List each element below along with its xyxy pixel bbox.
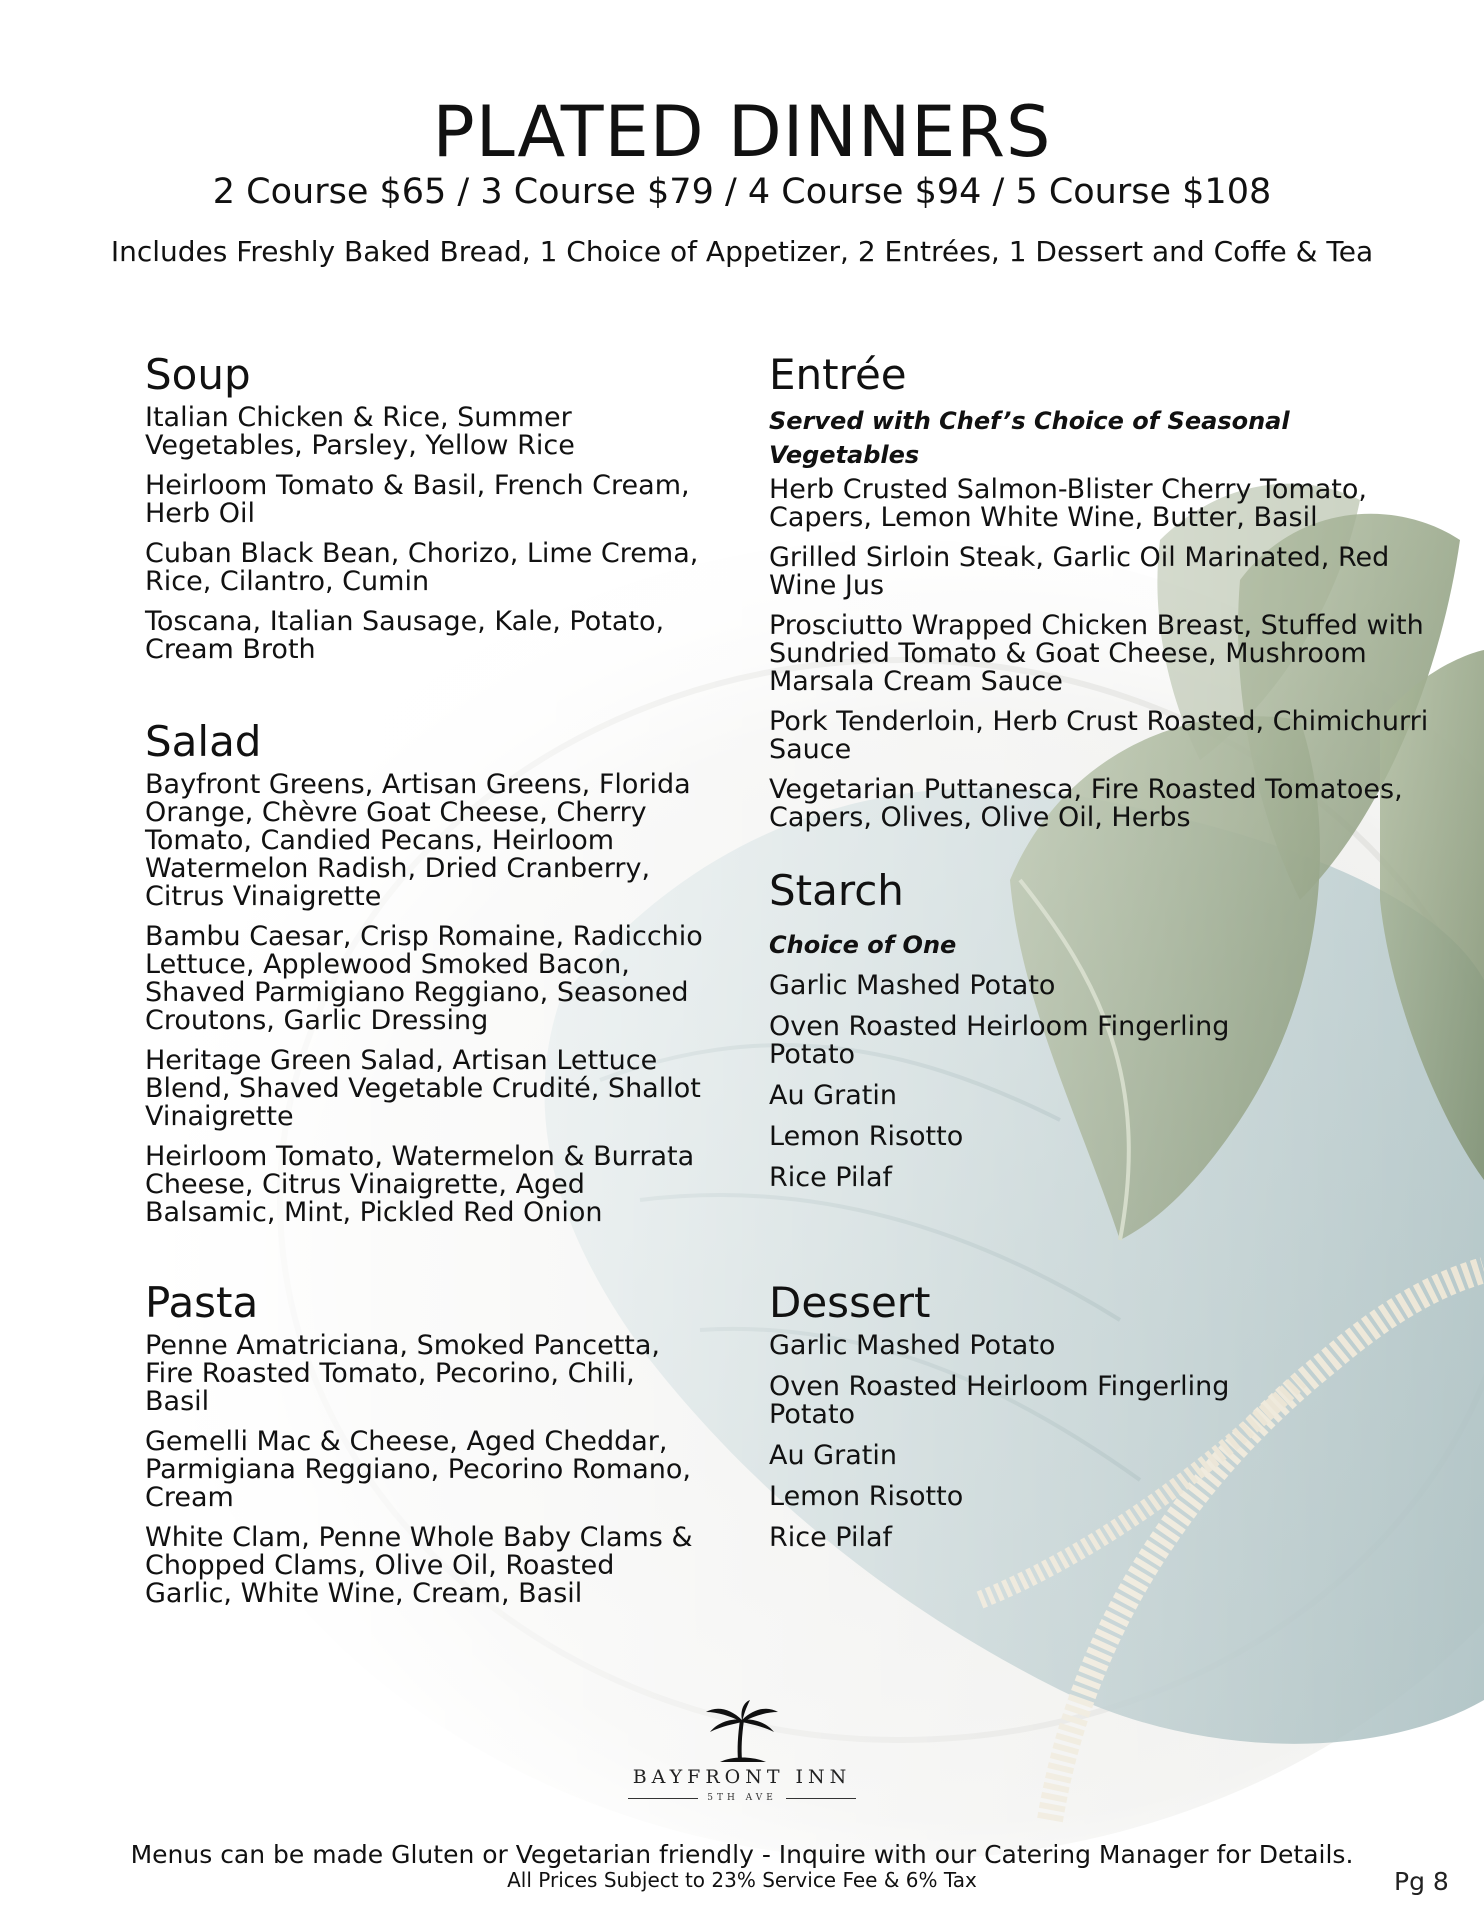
bayfront-inn-logo bbox=[600, 1700, 884, 1810]
list-item: Garlic Mashed Potato bbox=[769, 970, 1056, 1001]
pasta-list bbox=[145, 1332, 705, 1608]
list-item: Lemon Risotto bbox=[769, 1481, 964, 1512]
starch-heading: Starch bbox=[769, 866, 904, 915]
entree-section bbox=[769, 350, 1434, 844]
list-item: Oven Roasted Heirloom Fingerling Potato bbox=[769, 1371, 1230, 1430]
course-prices: 2 Course $65 / 3 Course $79 / 4 Course $94 / 5 Course $108 bbox=[212, 172, 1272, 212]
salad-heading: Salad bbox=[145, 717, 262, 766]
list-item: Bayfront Greens, Artisan Greens, Florida Orange, Chèvre Goat Cheese, Cherry Tomato, Candied Pecans, Heirloom Watermelon Radish, Dried Cranberry, Citrus Vinaigrette bbox=[145, 769, 691, 912]
includes-note: Includes Freshly Baked Bread, 1 Choice of Appetizer, 2 Entrées, 1 Dessert and Coffe & Tea bbox=[110, 235, 1374, 268]
entree-note: Served with Chef’s Choice of Seasonal Vegetables bbox=[769, 407, 1290, 469]
list-item: Oven Roasted Heirloom Fingerling Potato bbox=[769, 1011, 1230, 1070]
entree-heading: Entrée bbox=[769, 350, 907, 399]
list-item: Pork Tenderloin, Herb Crust Roasted, Chimichurri Sauce bbox=[769, 706, 1429, 765]
list-item: Au Gratin bbox=[769, 1080, 897, 1111]
logo-rule-right bbox=[786, 1798, 856, 1799]
soup-list bbox=[145, 404, 705, 664]
logo-name: BAYFRONT INN bbox=[632, 1766, 852, 1788]
page-title: PLATED DINNERS bbox=[432, 91, 1052, 173]
list-item: Au Gratin bbox=[769, 1440, 897, 1471]
list-item: Herb Crusted Salmon-Blister Cherry Tomato, Capers, Lemon White Wine, Butter, Basil bbox=[769, 474, 1367, 533]
salad-list bbox=[145, 771, 705, 1227]
list-item: Bambu Caesar, Crisp Romaine, Radicchio Lettuce, Applewood Smoked Bacon, Shaved Parmigiano Reggiano, Seasoned Croutons, Garlic Dressing bbox=[145, 921, 703, 1036]
dietary-note: Menus can be made Gluten or Vegetarian friendly - Inquire with our Catering Manager for Details. bbox=[130, 1840, 1354, 1869]
list-item: Garlic Mashed Potato bbox=[769, 1330, 1056, 1361]
pasta-section bbox=[145, 1278, 705, 1620]
list-item: Prosciutto Wrapped Chicken Breast, Stuffed with Sundried Tomato & Goat Cheese, Mushroom Marsala Cream Sauce bbox=[769, 610, 1424, 697]
list-item: Vegetarian Puttanesca, Fire Roasted Tomatoes, Capers, Olives, Olive Oil, Herbs bbox=[769, 774, 1403, 833]
salad-section bbox=[145, 717, 705, 1239]
starch-note: Choice of One bbox=[769, 931, 957, 959]
list-item: Italian Chicken & Rice, Summer Vegetables, Parsley, Yellow Rice bbox=[145, 402, 575, 461]
soup-heading: Soup bbox=[145, 350, 251, 399]
dessert-list bbox=[769, 1332, 1289, 1552]
list-item: Cuban Black Bean, Chorizo, Lime Crema, Rice, Cilantro, Cumin bbox=[145, 538, 699, 597]
list-item: Heritage Green Salad, Artisan Lettuce Blend, Shaved Vegetable Crudité, Shallot Vinaigrette bbox=[145, 1045, 701, 1132]
list-item: Heirloom Tomato, Watermelon & Burrata Cheese, Citrus Vinaigrette, Aged Balsamic, Mint, Pickled Red Onion bbox=[145, 1141, 695, 1228]
list-item: Lemon Risotto bbox=[769, 1121, 964, 1152]
list-item: Toscana, Italian Sausage, Kale, Potato, Cream Broth bbox=[145, 606, 665, 665]
fees-note: All Prices Subject to 23% Service Fee & 6% Tax bbox=[507, 1868, 977, 1892]
dessert-heading: Dessert bbox=[769, 1278, 931, 1327]
pasta-heading: Pasta bbox=[145, 1278, 259, 1327]
list-item: Penne Amatriciana, Smoked Pancetta, Fire Roasted Tomato, Pecorino, Chili, Basil bbox=[145, 1330, 661, 1417]
dessert-section bbox=[769, 1278, 1289, 1565]
entree-list bbox=[769, 476, 1434, 832]
logo-subtitle: 5TH AVE bbox=[707, 1793, 777, 1803]
starch-list bbox=[769, 972, 1289, 1192]
palm-tree-icon bbox=[600, 1700, 884, 1766]
list-item: White Clam, Penne Whole Baby Clams & Chopped Clams, Olive Oil, Roasted Garlic, White Wine, Cream, Basil bbox=[145, 1522, 693, 1609]
list-item: Rice Pilaf bbox=[769, 1162, 893, 1193]
list-item: Heirloom Tomato & Basil, French Cream, Herb Oil bbox=[145, 470, 690, 529]
page-number: Pg 8 bbox=[1394, 1867, 1449, 1896]
list-item: Rice Pilaf bbox=[769, 1522, 893, 1553]
starch-section bbox=[769, 866, 1289, 1205]
list-item: Gemelli Mac & Cheese, Aged Cheddar, Parmigiana Reggiano, Pecorino Romano, Cream bbox=[145, 1426, 691, 1513]
list-item: Grilled Sirloin Steak, Garlic Oil Marinated, Red Wine Jus bbox=[769, 542, 1390, 601]
soup-section bbox=[145, 350, 705, 676]
